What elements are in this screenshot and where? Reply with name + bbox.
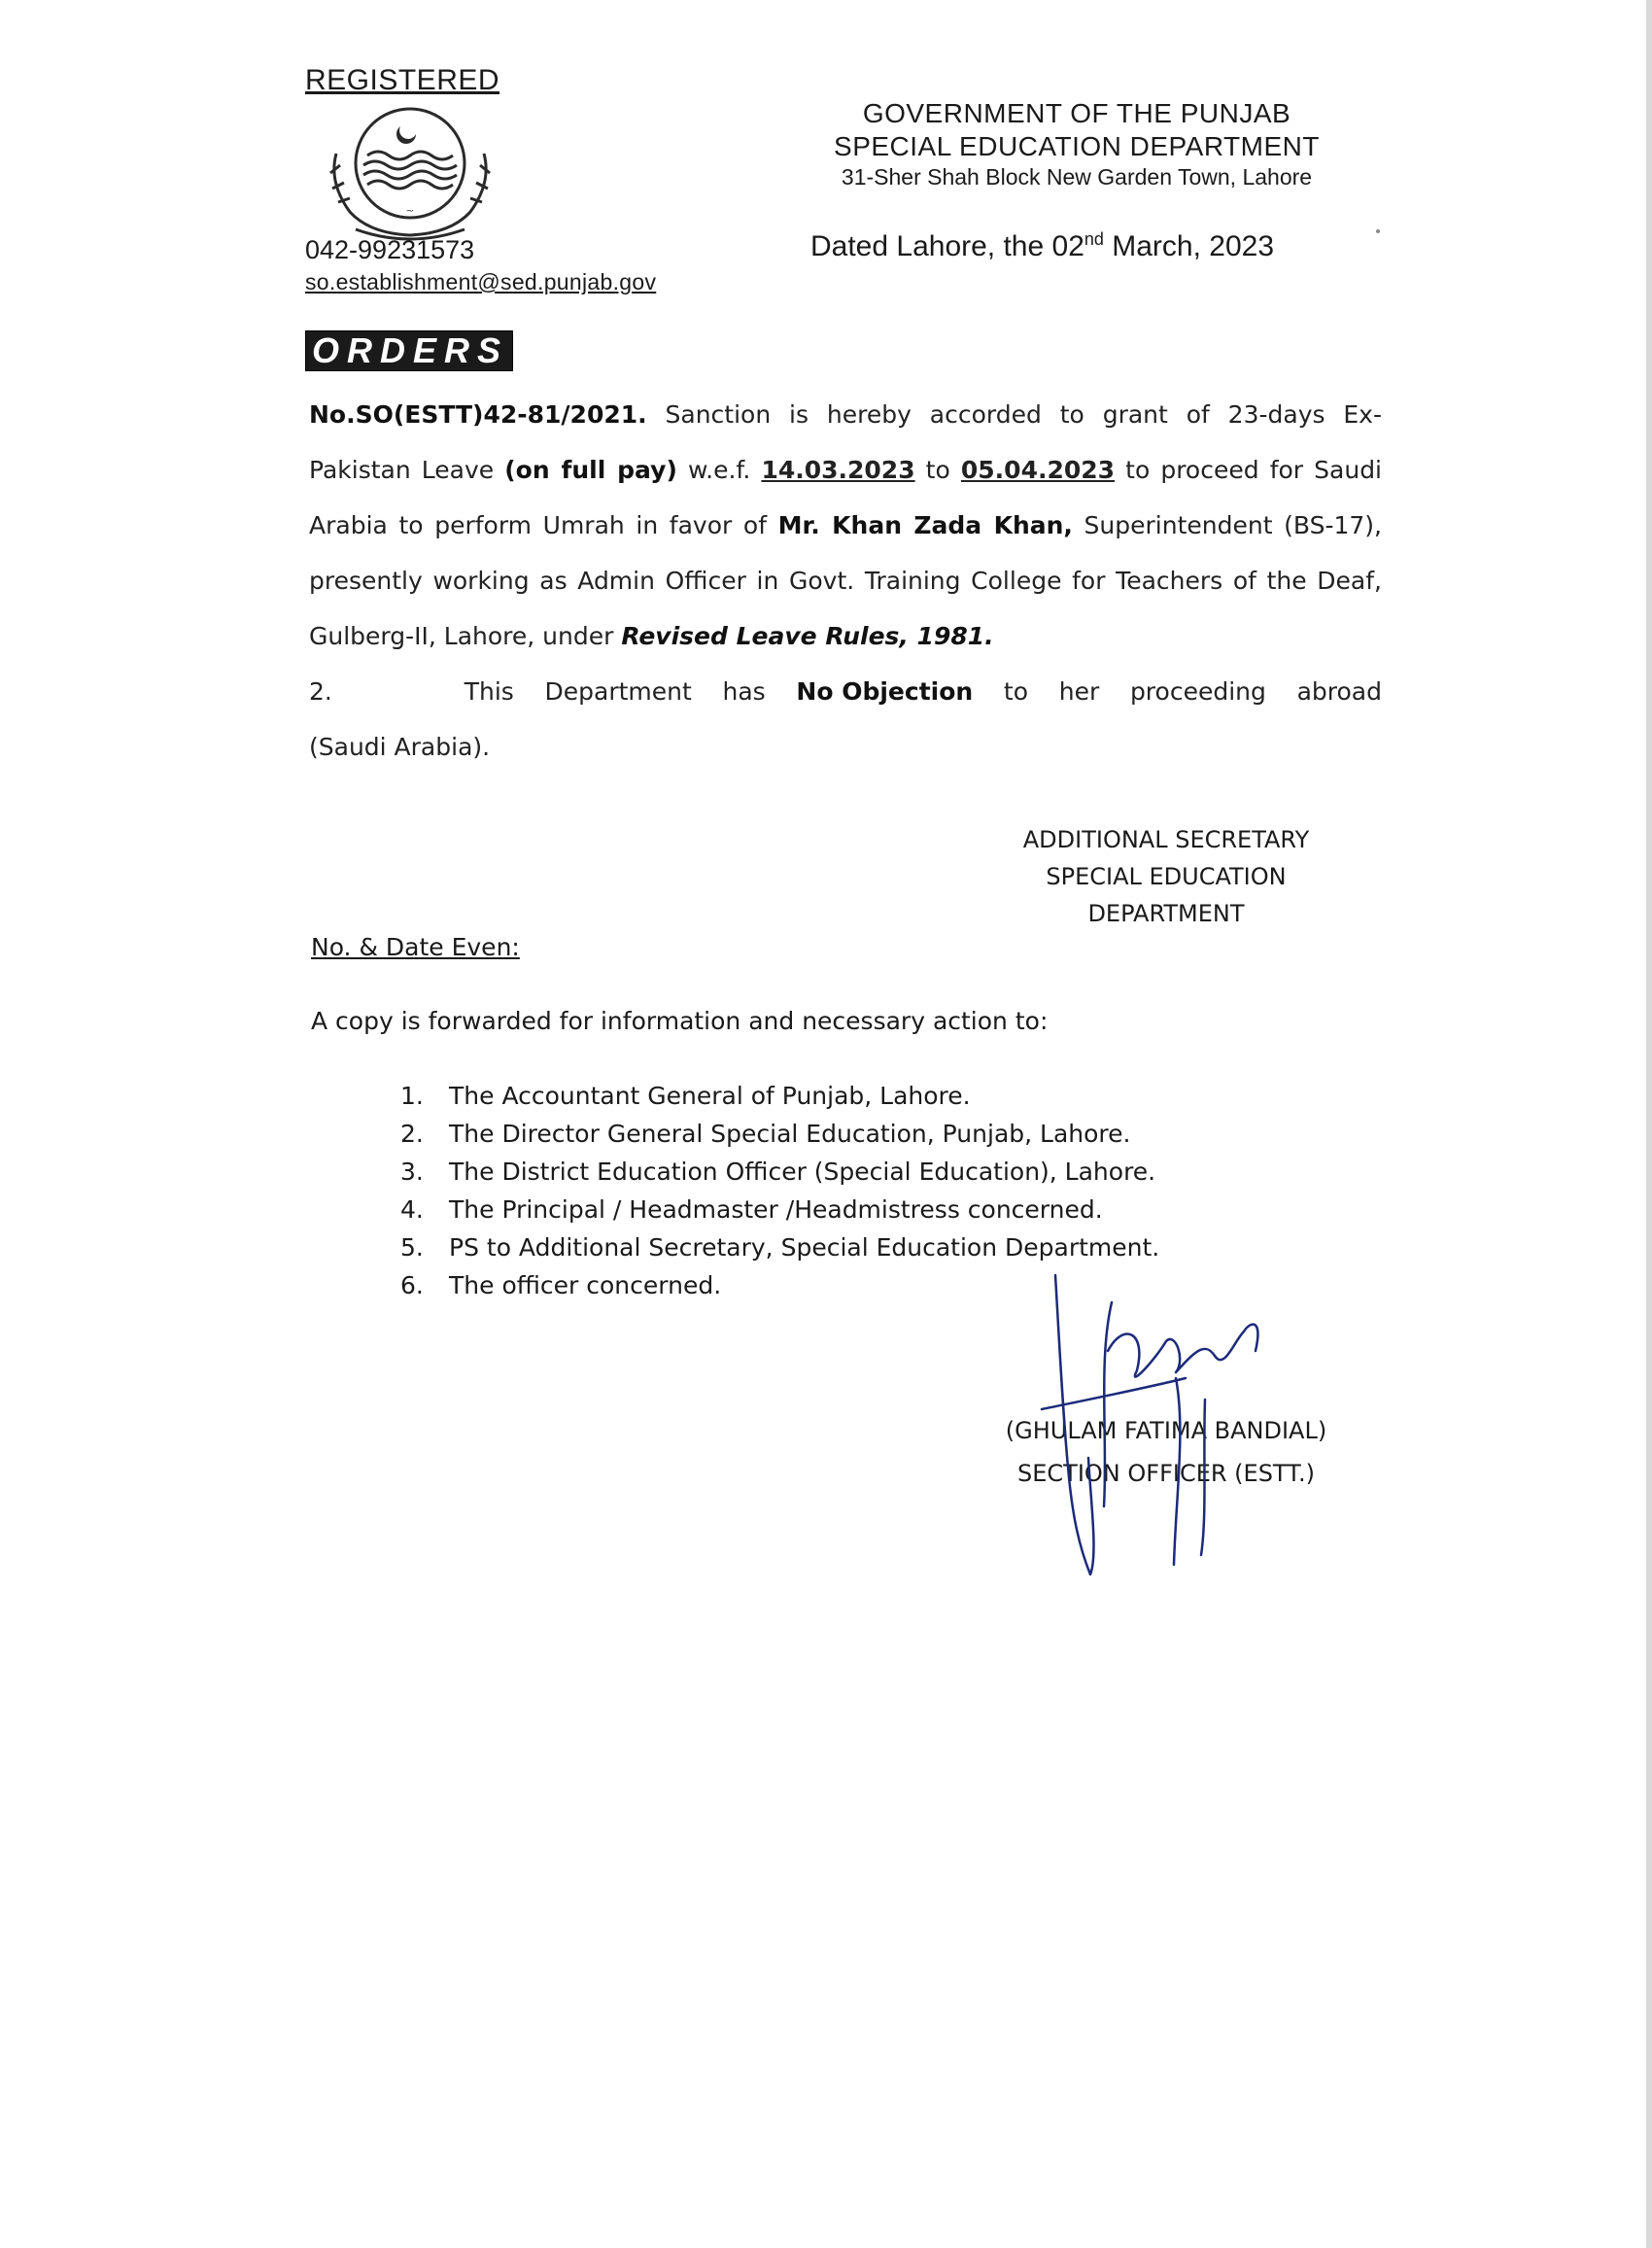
body-text-4: to proceed for Saudi Arabia to perform Umrah in favor of: [309, 456, 1383, 539]
p2-word: Department: [544, 677, 692, 706]
date-from: 14.03.2023: [761, 456, 915, 484]
body-text-5: Superintendent (BS-17), presently working as Admin Officer in Govt. Training College for Teachers of the Deaf, Gulberg-II, Lahore, under: [309, 511, 1382, 650]
phone-number: 042-99231573: [305, 235, 475, 264]
list-text: The Accountant General of Punjab, Lahore.: [449, 1082, 971, 1110]
list-item: [400, 1228, 1159, 1266]
body-text-2: w.e.f.: [676, 456, 762, 484]
list-number: 2.: [400, 1120, 424, 1148]
list-text: The Director General Special Education, Punjab, Lahore.: [449, 1120, 1131, 1148]
letterhead: [805, 97, 1349, 191]
list-text: The officer concerned.: [449, 1271, 722, 1299]
email-address: so.establishment@sed.punjab.gov: [305, 269, 657, 294]
paragraph-2-number: 2.: [309, 677, 332, 706]
list-text: The District Education Officer (Special Education), Lahore.: [449, 1158, 1156, 1186]
officer-signatory-title: SECTION OFFICER (ESTT.): [1017, 1460, 1315, 1487]
list-number: 3.: [400, 1158, 424, 1186]
p2-word: has: [722, 677, 766, 706]
no-objection: No Objection: [796, 677, 974, 706]
list-item: [400, 1115, 1159, 1153]
leave-rules: Revised Leave Rules, 1981.: [621, 622, 994, 650]
list-text: The Principal / Headmaster /Headmistress concerned.: [449, 1195, 1103, 1224]
list-number: 1.: [400, 1082, 424, 1110]
registered-label: REGISTERED: [305, 64, 500, 96]
department-address: 31-Sher Shah Block New Garden Town, Lahore: [841, 164, 1313, 190]
no-date-even-label: No. & Date Even:: [311, 933, 520, 961]
svg-text:~: ~: [405, 206, 415, 217]
officer-name: Mr. Khan Zada Khan,: [777, 511, 1073, 539]
list-number: 5.: [400, 1233, 424, 1262]
additional-secretary-block: [972, 821, 1360, 932]
handwritten-signature: [1030, 1263, 1283, 1584]
dated-prefix: Dated Lahore, the 02: [810, 230, 1084, 262]
list-number: 4.: [400, 1195, 424, 1224]
p2-word: proceeding: [1129, 677, 1266, 706]
scan-edge: [1646, 0, 1652, 2248]
p2-word: abroad: [1296, 677, 1382, 706]
body-text-1: Sanction is hereby accorded to grant of 23-days Ex-Pakistan Leave: [309, 400, 1382, 484]
dated-superscript: nd: [1084, 229, 1104, 249]
list-number: 6.: [400, 1271, 424, 1299]
scan-speck: [1376, 229, 1380, 233]
paragraph-2-end: (Saudi Arabia).: [309, 733, 491, 761]
punjab-emblem-icon: [317, 105, 503, 251]
dated-line: [810, 229, 1274, 263]
list-text: PS to Additional Secretary, Special Education Department.: [449, 1233, 1160, 1262]
p2-word: This: [464, 677, 514, 706]
reference-number: No.SO(ESTT)42-81/2021.: [309, 400, 647, 429]
date-to: 05.04.2023: [960, 456, 1116, 484]
paragraph-1: [309, 387, 1382, 664]
department-title: SPECIAL EDUCATION DEPARTMENT: [834, 130, 1320, 161]
p2-word: to: [1003, 677, 1029, 706]
paragraph-2: [309, 664, 1382, 719]
body-text-3: to: [914, 456, 961, 484]
officer-signatory-name: (GHULAM FATIMA BANDIAL): [1005, 1417, 1327, 1444]
dated-suffix: March, 2023: [1103, 230, 1275, 262]
list-item: [400, 1077, 1159, 1115]
order-body: [309, 387, 1382, 775]
list-item: [400, 1153, 1159, 1191]
signatory-line: DEPARTMENT: [1087, 900, 1245, 927]
signatory-line: ADDITIONAL SECRETARY: [1022, 826, 1310, 853]
orders-heading: ORDERS: [305, 330, 513, 371]
p2-word: her: [1058, 677, 1100, 706]
gov-title: GOVERNMENT OF THE PUNJAB: [862, 98, 1291, 128]
full-pay: (on full pay): [504, 456, 677, 484]
copy-forwarded-text: A copy is forwarded for information and necessary action to:: [311, 1007, 1049, 1035]
signatory-line: SPECIAL EDUCATION: [1046, 863, 1287, 890]
list-item: [400, 1191, 1159, 1228]
